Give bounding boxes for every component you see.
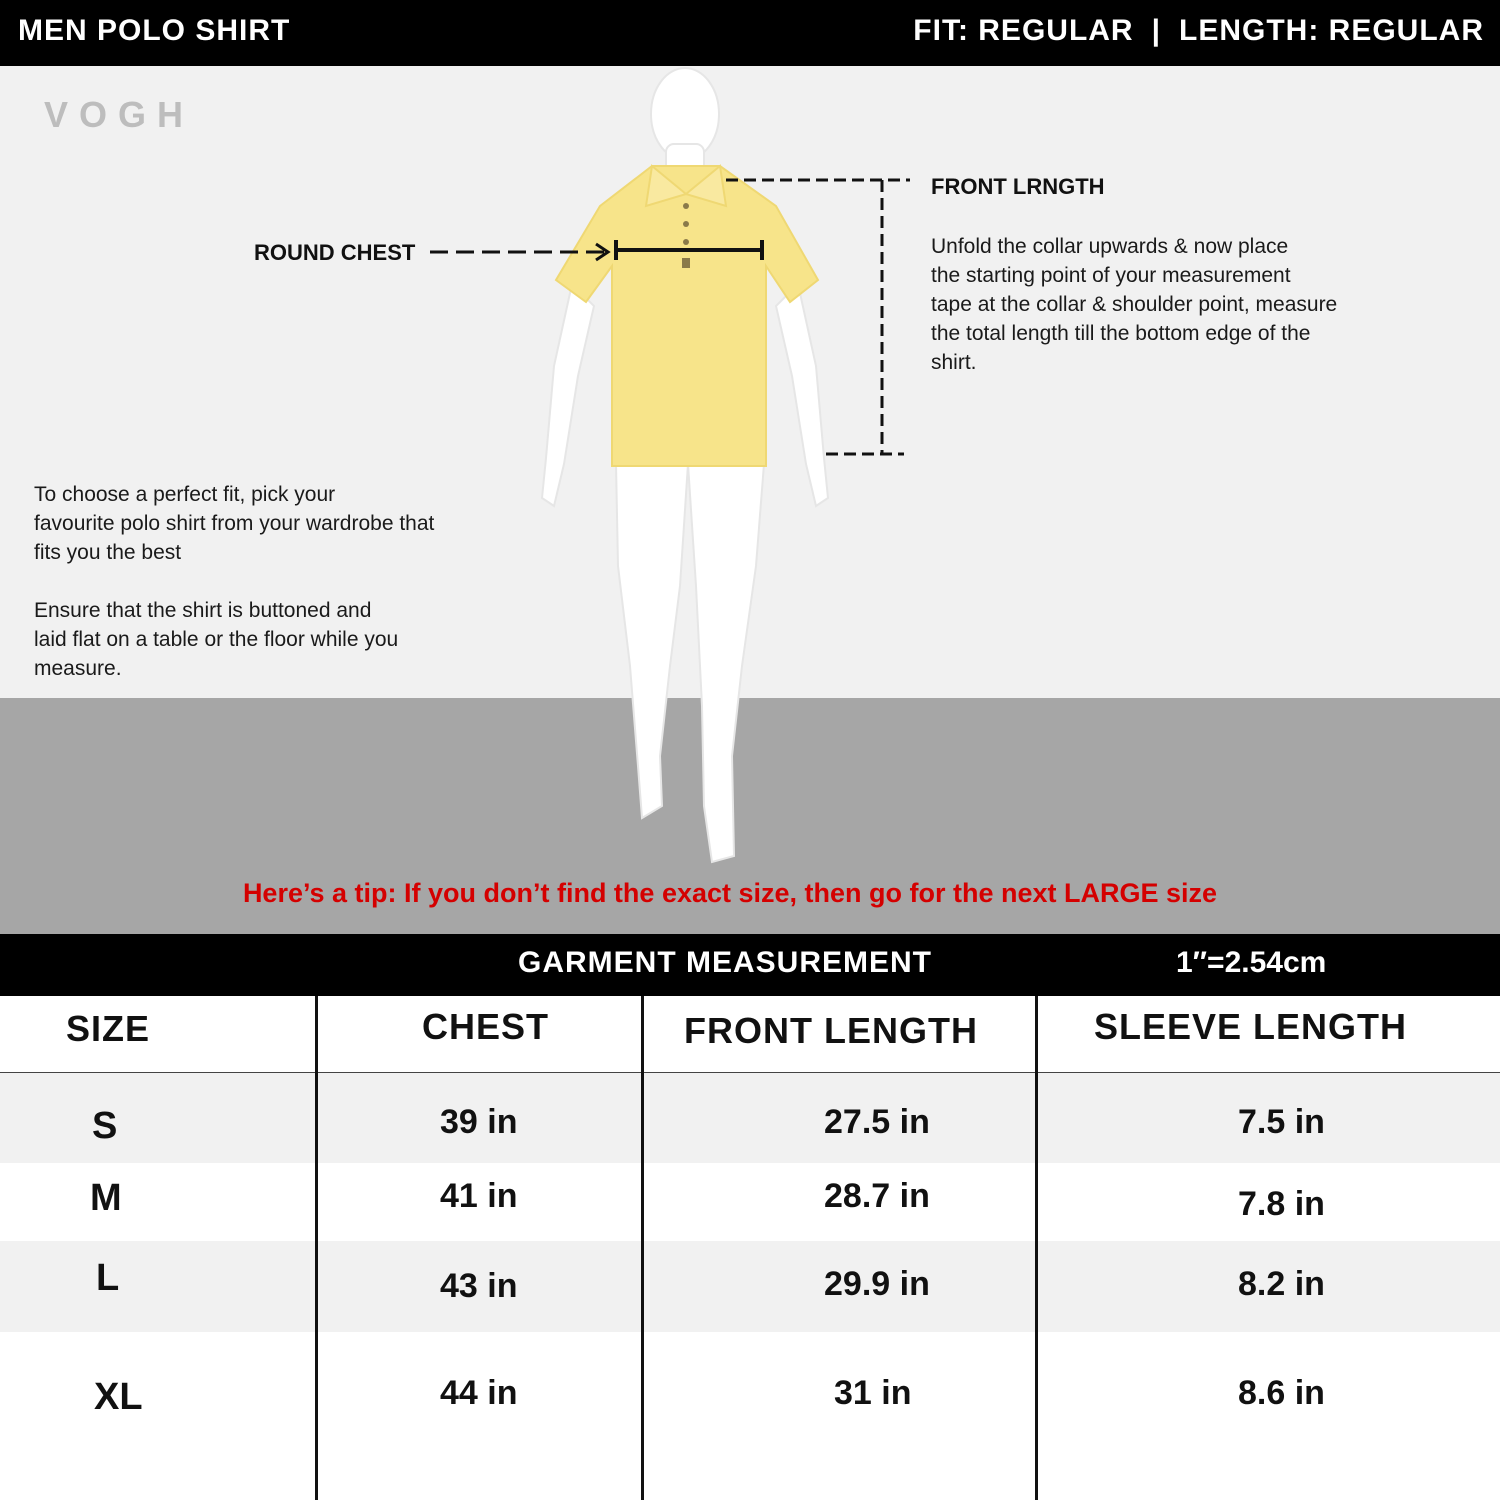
instruction-line: fits you the best (34, 541, 182, 564)
length-label: LENGTH: REGULAR (1179, 14, 1484, 47)
front-length-line: Unfold the collar upwards & now place (931, 235, 1289, 258)
size-cell: S (92, 1105, 118, 1147)
front-length-bracket (724, 170, 914, 466)
column-divider (315, 996, 318, 1500)
size-cell: XL (94, 1376, 143, 1418)
front-length-cell: 27.5 in (824, 1103, 930, 1141)
instruction-line: To choose a perfect fit, pick your (34, 483, 336, 506)
chest-cell: 44 in (440, 1374, 518, 1412)
column-divider (641, 996, 644, 1500)
table-title-bar (0, 934, 1500, 996)
mannequin-left-arm (542, 284, 594, 506)
fit-separator: | (1151, 14, 1162, 47)
fit-label: FIT: REGULAR (913, 14, 1134, 47)
sleeve-length-cell: 7.5 in (1238, 1103, 1325, 1141)
size-tip: Here’s a tip: If you don’t find the exact size, then go for the next LARGE size (242, 878, 1218, 908)
col-header-front-length: FRONT LENGTH (684, 1010, 978, 1051)
col-header-size: SIZE (66, 1008, 151, 1049)
front-length-title: FRONT LRNGTH (931, 174, 1105, 199)
front-length-cell: 28.7 in (824, 1177, 930, 1215)
col-header-sleeve-length: SLEEVE LENGTH (1094, 1006, 1408, 1047)
sleeve-length-cell: 8.2 in (1238, 1265, 1325, 1303)
front-length-line: the total length till the bottom edge of the (931, 322, 1311, 345)
chest-cell: 41 in (440, 1177, 518, 1215)
col-header-chest: CHEST (422, 1006, 550, 1047)
chest-cell: 43 in (440, 1267, 518, 1305)
sleeve-length-cell: 8.6 in (1238, 1374, 1325, 1412)
size-cell: L (96, 1257, 120, 1299)
front-length-line: shirt. (931, 351, 977, 374)
table-title: GARMENT MEASUREMENT (518, 946, 932, 979)
column-divider (1035, 996, 1038, 1500)
front-length-cell: 31 in (834, 1374, 912, 1412)
mannequin-left-leg (616, 464, 688, 818)
sleeve-length-cell: 7.8 in (1238, 1185, 1325, 1223)
table-row (0, 1241, 1500, 1332)
instruction-line: laid flat on a table or the floor while you (34, 628, 399, 651)
front-length-description (931, 232, 1401, 377)
round-chest-label: ROUND CHEST (254, 240, 416, 265)
front-length-cell: 29.9 in (824, 1265, 930, 1303)
table-header-row (0, 996, 1500, 1072)
instruction-line: measure. (34, 657, 122, 680)
mannequin-right-leg (688, 464, 764, 862)
table-row (0, 1332, 1500, 1500)
chest-cell: 39 in (440, 1103, 518, 1141)
table-row (0, 1163, 1500, 1241)
instructions-text (34, 480, 514, 683)
instruction-line: Ensure that the shirt is buttoned and (34, 599, 372, 622)
fit-info (913, 14, 1484, 48)
page-title: MEN POLO SHIRT (18, 14, 291, 47)
instruction-line: favourite polo shirt from your wardrobe that (34, 512, 435, 535)
table-row (0, 1073, 1500, 1163)
size-cell: M (90, 1177, 122, 1219)
unit-conversion: 1″=2.54cm (1176, 946, 1327, 979)
front-length-line: the starting point of your measurement (931, 264, 1291, 287)
round-chest-arrow (428, 240, 614, 264)
header-bar (0, 0, 1500, 66)
front-length-line: tape at the collar & shoulder point, measure (931, 293, 1338, 316)
brand-logo: VOGH (44, 94, 195, 135)
